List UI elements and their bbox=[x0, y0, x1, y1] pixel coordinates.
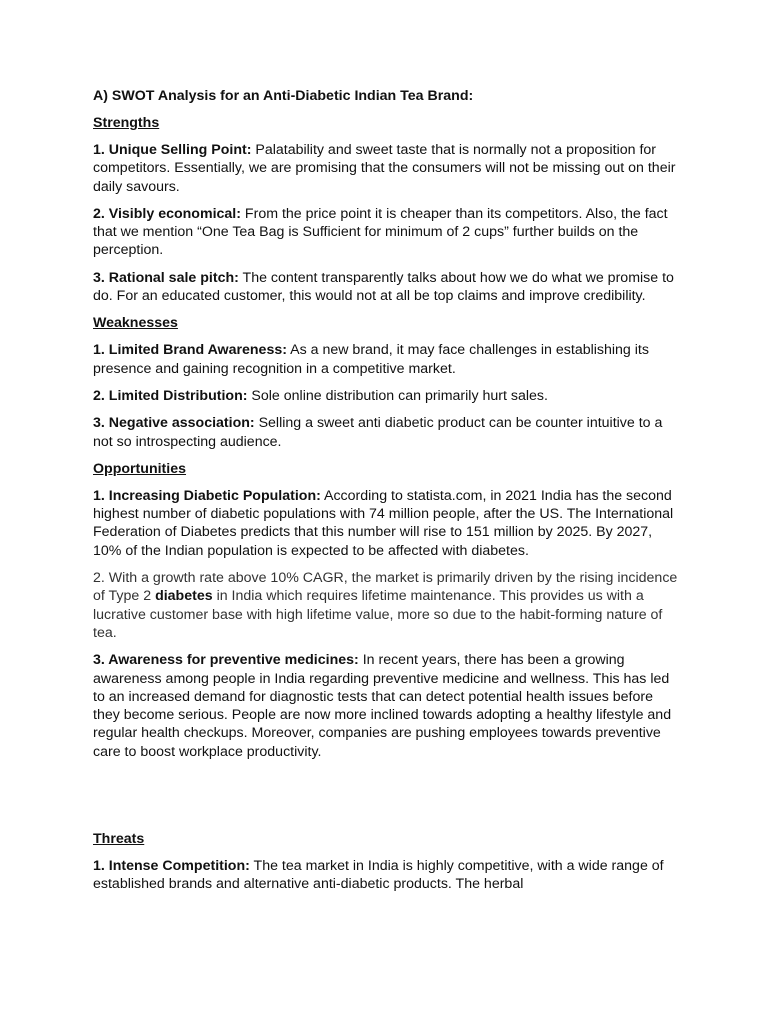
opportunity-item-3-text: In recent years, there has been a growing awareness among people in India regarding preventive medicine and wellness. This has led to an increased demand for diagnostic tests that can detect potential health issues before they become serious. People are now more inclined towards adopting a healthy lifestyle and regular health checkups. Moreover, companies are pushing employees towards preventive care to boost workplace productivity. bbox=[93, 652, 672, 760]
opportunity-item-1-text: According to statista.com, in 2021 India has the second highest number of diabetic populations with 74 million people, after the US. The International Federation of Diabetes predicts that this number will rise to 151 million by 2025. By 2027, 10% of the Indian population is expected to be affected with diabetes. bbox=[93, 487, 674, 559]
opportunity-item-3-lead: 3. Awareness for preventive medicines: bbox=[93, 652, 359, 669]
document-title: A) SWOT Analysis for an Anti-Diabetic Indian Tea Brand: bbox=[93, 88, 474, 104]
opportunity-item-1-lead: 1. Increasing Diabetic Population: bbox=[93, 487, 321, 504]
opportunity-item-2-text-before: 2. With a growth rate above 10% CAGR, the market is primarily driven by the rising incidence of Type 2 bbox=[93, 570, 678, 605]
weakness-item-2-text: Sole online distribution can primarily hurt sales. bbox=[247, 387, 548, 404]
weakness-item-3-lead: 3. Negative association: bbox=[93, 415, 255, 432]
strength-item-2 bbox=[93, 205, 683, 260]
strength-item-3-lead: 3. Rational sale pitch: bbox=[93, 269, 239, 286]
weakness-item-2-lead: 2. Limited Distribution: bbox=[93, 387, 248, 404]
weaknesses-heading: Weaknesses bbox=[93, 315, 178, 332]
strength-item-1-lead: 1. Unique Selling Point: bbox=[93, 142, 252, 158]
threat-item-1-lead: 1. Intense Competition: bbox=[93, 858, 250, 875]
opportunity-item-1 bbox=[93, 487, 683, 560]
strength-item-3-text: The content transparently talks about how we do what we promise to do. For an educated customer, this would not at all be top claims and improve credibility. bbox=[93, 269, 674, 305]
opportunity-item-2 bbox=[93, 569, 683, 642]
strength-item-2-lead: 2. Visibly economical: bbox=[93, 205, 241, 222]
weakness-item-1-lead: 1. Limited Brand Awareness: bbox=[93, 342, 287, 359]
weakness-item-1-text: As a new brand, it may face challenges in establishing its presence and gaining recognition in a competitive market. bbox=[93, 342, 649, 377]
opportunities-heading: Opportunities bbox=[93, 460, 187, 477]
strength-item-3 bbox=[93, 269, 683, 306]
weakness-item-3-text: Selling a sweet anti diabetic product can be counter intuitive to a not so introspecting audience. bbox=[93, 415, 663, 450]
weakness-item-2 bbox=[93, 387, 683, 405]
opportunity-item-2-text-after: in India which requires lifetime maintenance. This provides us with a lucrative customer base with high lifetime value, more so due to the habit-forming nature of tea. bbox=[93, 588, 663, 641]
strength-item-2-text: From the price point it is cheaper than its competitors. Also, the fact that we mention “One Tea Bag is Sufficient for minimum of 2 cups” further builds on the perception. bbox=[93, 205, 668, 259]
threat-item-1-text: The tea market in India is highly competitive, with a wide range of established brands and alternative anti-diabetic products. The herbal bbox=[93, 858, 664, 893]
opportunity-item-2-bold: diabetes bbox=[155, 588, 213, 605]
blank-gap bbox=[93, 770, 683, 830]
threat-item-1 bbox=[93, 857, 683, 894]
document-page bbox=[93, 87, 683, 903]
weakness-item-1 bbox=[93, 341, 683, 378]
strength-item-1 bbox=[93, 141, 683, 196]
threats-heading: Threats bbox=[93, 831, 145, 848]
weakness-item-3 bbox=[93, 414, 683, 451]
strengths-heading: Strengths bbox=[93, 115, 160, 131]
opportunity-item-3 bbox=[93, 651, 683, 761]
strength-item-1-text: Palatability and sweet taste that is normally not a proposition for competitors. Essentially, we are promising that the consumers will not be missing out on their daily savours. bbox=[93, 142, 676, 195]
